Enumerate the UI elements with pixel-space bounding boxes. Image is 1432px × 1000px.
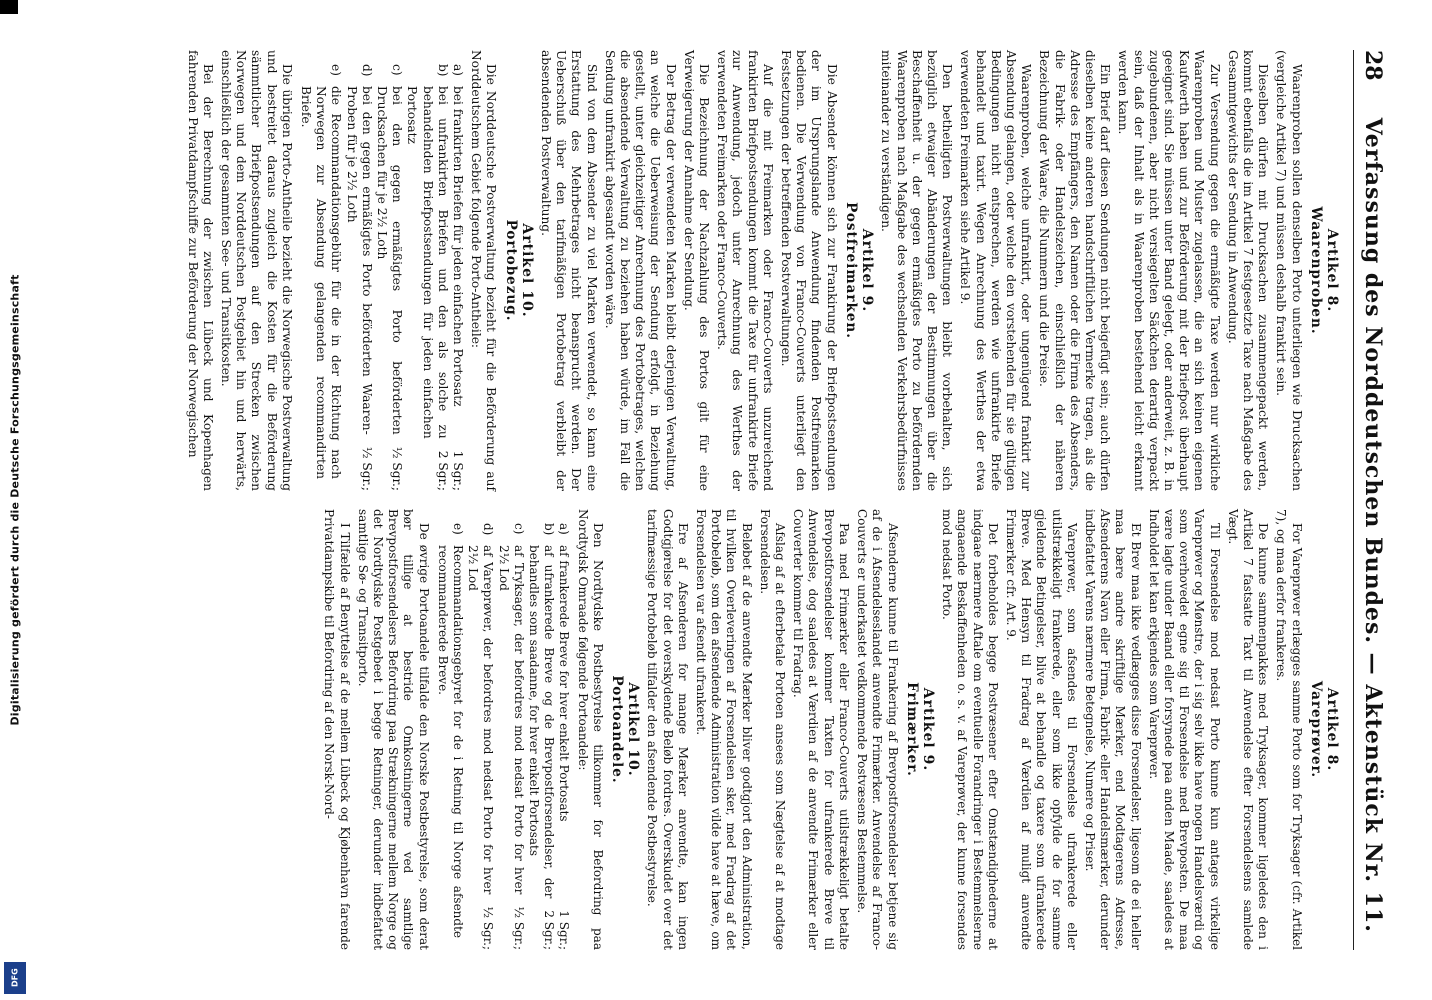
- rate-amount: ½ Sgr.;: [481, 906, 496, 950]
- paragraph: Afslag af at efterbetale Portoen ansees som Nægtelse af at modtage Forsendelsen.: [757, 509, 788, 950]
- article-subtitle: Vareprøver.: [1307, 680, 1324, 779]
- paragraph: Den Nordtydske Postbestyrelse tilkommer for Befordring paa Nordtydsk Omraade følgende Portoandele:: [575, 509, 605, 950]
- paragraph: Et Brev maa ikke vedlægges disse Forsendelser, ligesom de ei heller maa bære andre skriftlige Mærker, end Modtagerens Adresse, Afsenderens Navn eller Firma, Fabrik- eller Handelsmærker, derunder indbefattet Varens nærmere Betegnelse, Numere og Priser.: [1082, 509, 1143, 950]
- rate-list-item: [343, 64, 373, 491]
- digitization-footer: [0, 0, 30, 1000]
- rate-amount: 2 Sgr.;: [542, 910, 557, 950]
- list-item-text: af frankerede Breve for hver enkelt Portosats: [557, 545, 572, 822]
- article-subtitle: Waarenproben.: [1307, 206, 1324, 335]
- rate-amount: ½ Sgr.;: [390, 446, 405, 491]
- rate-list: [298, 50, 465, 491]
- rate-list-item: [298, 64, 344, 491]
- running-header: [1353, 50, 1386, 950]
- article-title: Artikel 10.: [625, 682, 642, 777]
- document-page: [26, 10, 1406, 990]
- article-subtitle: Postfreimarken.: [842, 202, 859, 339]
- paragraph: Auf die mit Freimarken oder Franco-Couverts unzureichend frankirten Briefpostsendungen kommt die Taxe für unfrankirte Briefe zur Anwendung, jedoch unter Anrechnung des Werthes der verwendeten Freimarken oder Franco-Couverts.: [715, 50, 775, 491]
- article-title: Artikel 10.: [518, 223, 535, 318]
- paragraph: Die Absender können sich zur Frankirung der Briefpostsendungen der im Ursprungslande Anwendung findenden Postfreimarken bedienen. Die Verwendung von Franco-Couverts unterliegt den Festsetzungen der betreffenden Postverwaltungen.: [779, 50, 839, 491]
- list-item-text: Recommandationsgebyret for de i Retning til Norge afsendte recommanderede Breve.: [435, 545, 466, 938]
- rate-list: [435, 509, 572, 950]
- article-subtitle: Frimærker.: [903, 682, 920, 777]
- list-item-text: bei unfrankirten Briefen und den als solche zu behandelnden Briefpostsendungen für jeden einfachen Portosatz: [405, 86, 450, 439]
- paragraph: Die Bezeichnung der Nachzahlung des Portos gilt für eine Verweigerung der Annahme der Sendung.: [681, 50, 712, 491]
- paragraph: De øvrige Portoandele tilfalde den Norske Postbestyrelse, som derat bør tillige at bestride Omkostningerne ved samtlige Brevpostforsendelsers Befordring paa Strækningerne mellem Norge og det Nordtydske Postgebeet i begge Retninger, derunder indbefattet samtlige Sø- og Transitporto.: [355, 509, 431, 950]
- list-marker: a): [557, 523, 572, 535]
- page-number: 28: [1360, 50, 1386, 81]
- danish-column: [181, 509, 1343, 950]
- rate-list-item: [556, 523, 571, 950]
- rate-list-item: [435, 523, 465, 950]
- list-marker: d): [481, 523, 496, 536]
- paragraph: Die übrigen Porto-Antheile bezieht die Norwegische Postverwaltung und bestreitet daraus zugleich die Kosten für die Beförderung sämmtlicher Briefpostsendungen auf den Strecken zwischen Norwegen und dem Norddeutschen Postgebiet hin und herwärts, einschließlich der gesammten See- und Transitkosten.: [218, 50, 294, 491]
- list-marker: d): [359, 64, 374, 77]
- rate-amount: ½ Sgr.;: [359, 446, 374, 491]
- paragraph: I Tilfælde af Benyttelse af de mellem Lübeck og Kjøbenhavn farende Privatdampskibe til Befordring af den Norsk-Nord-: [322, 509, 352, 950]
- paragraph: Ein Brief darf diesen Sendungen nicht beigefügt sein; auch dürfen dieselben keine anderen handschriftlichen Vermerke tragen, als die Adresse des Empfängers, den Namen oder die Firma des Absenders, die Fabrik- oder Handelszeichen, einschließlich der näheren Bezeichnung der Waare, die Nummern und die Preise.: [1037, 50, 1113, 491]
- list-item-text: bei den gegen ermäßigtes Porto beförderten Waaren-Proben für je 2½ Loth: [344, 86, 374, 435]
- article-title: Artikel 8.: [1324, 687, 1340, 772]
- rate-list-item: [465, 523, 495, 950]
- paragraph: Bei der Berechnung der zwischen Lübeck und Kopenhagen fahrenden Privatdampfschiffe zur Beförderung der Norwegischen: [185, 50, 215, 491]
- paragraph: Paa med Frimærker eller Franco-Couverts utilstrækkeligt betalte Brevpostforsendelser kommer Taxten for ufrankerede Breve til Anvendelse, dog saaledes at Værdien af de anvendte Frimærker eller Couverter kommer til Fradrag.: [791, 509, 851, 950]
- paragraph: Vareprøver, som afsendes til Forsendelse ufrankerede eller utilstrækkeligt frankerede, eller som ikke opfylde de for samme gjeldende Betingelser, blive at behandle og taxere som ufrankerede Breve. Med Hensyn til Fradrag af Værdien af muligt anvendte Frimærker cfr. Art. 9.: [1003, 509, 1079, 950]
- list-marker: e): [451, 523, 466, 535]
- list-item-text: af Tryksager, der befordres mod nedsat Porto for hver 2½ Lod: [496, 545, 526, 895]
- list-marker: a): [451, 64, 466, 77]
- paragraph: Sind von dem Absender zu viel Marken verwendet, so kann eine Erstattung des Mehrbetrages nicht beansprucht werden. Der Ueberschuß über den tarifmäßigen Portobetrag verbleibt der absendenden Postverwaltung.: [539, 50, 599, 491]
- paragraph: Waarenproben, welche unfrankirt, oder ungenügend frankirt zur Absendung gelangen, oder welche den vorstehenden für sie gültigen Bedingungen nicht entsprechen, werden wie unfrankirte Briefe behandelt und taxirt. Wegen Anrechnung des Werthes der etwa verwendeten Freimarken siehe Artikel 9.: [958, 50, 1034, 491]
- list-marker: c): [390, 64, 405, 76]
- article-subtitle: Portoandele.: [609, 675, 626, 784]
- rate-list-item: [495, 523, 525, 950]
- paragraph: Ere af Afsenderen for mange Mærker anvendte, kan ingen Godtgjørelse for det overskydende Beløb fordres. Overskudet over det tarifmæssige Portobeløb tilfalder den afsendende Postbestyrelse.: [645, 509, 690, 950]
- text-columns: [181, 50, 1343, 950]
- running-title: Verfassung des Norddeutschen Bundes. — Aktenstück Nr. 11.: [1360, 117, 1386, 933]
- list-item-text: bei den gegen ermäßigtes Porto beförderten Drucksachen für je 2½ Loth: [375, 86, 405, 435]
- list-marker: b): [542, 523, 557, 536]
- paragraph: Den betheiligten Postverwaltungen bleibt vorbehalten, sich bezüglich etwaiger Abänderungen der Bestimmungen über die Beschaffenheit u. der gegen ermäßigtes Porto zu befördernden Waarenproben nach Maßgabe des wechselnden Verkehrsbedürfnisses miteinander zu verständigen.: [879, 50, 955, 491]
- paragraph: Afsenderne kunne til Frankering af Brevpostforsendelser betjene sig af de i Afsendelseslandet anvendte Frimærker. Anvendelse af Franco-Couverts er underkastet vedkommende Postvæsens Bestemmelse.: [855, 509, 900, 950]
- digitization-credit: Digitalisierung gefördert durch die Deutsche Forschungsgemeinschaft: [8, 274, 22, 726]
- list-item-text: die Recommandationsgebühr für die in der Richtung nach Norwegen zur Absendung gelangenden recommandirten Briefe.: [299, 86, 344, 479]
- article-subtitle: Portobezug.: [502, 219, 519, 322]
- list-item-text: bei frankirten Briefen für jeden einfachen Portosatz: [451, 86, 466, 407]
- list-item-text: af ufrankerede Breve og de Brevpostforsendelser, der behandles som saadanne, for hver enkelt Portosats: [527, 545, 557, 899]
- paragraph: Der Betrag der verwendeten Marken bleibt derjenigen Verwaltung, an welche die Ueberweisung der Sendung erfolgt, in Beziehung gestellt, unter gleichzeitiger Anrechnung des Portobetrages, welchen die absendende Verwaltung zu beziehen haben würde, im Fall die Sendung unfrankirt abgesandt worden wäre.: [602, 50, 678, 491]
- list-marker: c): [511, 523, 526, 535]
- article-title: Artikel 9.: [919, 687, 936, 772]
- paragraph: De kunne sammenpakkes med Tryksager, kommer ligeledes den i Artikel 7 fastsatte Taxt til Anvendelse efter Forsendelsens samlede Vægt.: [1225, 509, 1271, 950]
- paragraph: Waarenproben sollen denselben Porto unterliegen wie Drucksachen (vergleiche Artikel 7) und müssen deshalb frankirt sein.: [1274, 50, 1304, 491]
- article-title: Artikel 8.: [1324, 228, 1340, 313]
- paragraph: Dieselben dürfen mit Drucksachen zusammengepackt werden, kommt ebenfalls die im Artikel 7 festgesetzte Taxe nach Maßgabe des Gesammtgewichts der Sendung in Anwendung.: [1225, 50, 1271, 491]
- list-marker: b): [435, 64, 450, 77]
- rate-amount: 1 Sgr.;: [451, 450, 466, 491]
- rate-list-item: [404, 64, 450, 491]
- dfg-logo: DFG: [4, 962, 26, 994]
- rate-list-item: [526, 523, 556, 950]
- rate-amount: 2 Sgr.;: [435, 450, 450, 491]
- paragraph: Det forbeholdes begge Postvæsener efter Omstændighederne at indgaae nærmere Aftale om eventuelle Forandringer i Bestemmelserne angaaende Beskaffenheden o. s. v. af Vareprøver, der kunne forsendes mod nedsat Porto.: [940, 509, 1000, 950]
- rate-amount: 1 Sgr.;: [557, 910, 572, 950]
- paragraph: For Vareprøver erlægges samme Porto som for Tryksager (cfr. Artikel 7), og maa derfor frankeres.: [1274, 509, 1304, 950]
- list-marker: e): [329, 64, 344, 76]
- article-title: Artikel 9.: [859, 228, 876, 313]
- paragraph: Til Forsendelse mod nedsat Porto kunne kun antages virkelige Vareprøver og Mønstre, der i sig selv ikke have nogen Handelsværdi og som overhovedet egne sig til Forsendelse med Brevposten. De maa være lagte under Baand eller forsynede paa anden Maade, saaledes at Indholdet let kan erkjendes som Vareprøver.: [1146, 509, 1222, 950]
- rate-list-item: [450, 64, 465, 491]
- rate-list-item: [374, 64, 404, 491]
- german-column: [181, 50, 1343, 491]
- rate-amount: ½ Sgr.;: [511, 906, 526, 950]
- paragraph: Die Norddeutsche Postverwaltung bezieht für die Beförderung auf Norddeutschem Gebiet folgende Porto-Antheile:: [469, 50, 499, 491]
- paragraph: Zur Versendung gegen die ermäßigte Taxe werden nur wirkliche Waarenproben und Muster zugelassen, die an sich keinen eigenen Kaufwerth haben und zur Beförderung mit der Briefpost überhaupt geeignet sind. Sie müssen unter Band gelegt, oder anderweit, z. B. in zugebundenen, aber nicht versiegelten Säckchen derartig verpackt sein, daß der Inhalt als in Waarenproben bestehend leicht erkannt werden kann.: [1116, 50, 1222, 491]
- list-item-text: af Vareprøver, der befordres mod nedsat Porto for hver 2½ Lod: [466, 545, 496, 895]
- paragraph: Beløbet af de anvendte Mærker bliver godtgjort den Administration, til hvilken Overleveringen af Forsendelsen sker, med Fradrag af det Portobeløb, som den afsendende Administration vilde have at hæve, om Forsendelsen var afsendt ufrankeret.: [694, 509, 754, 950]
